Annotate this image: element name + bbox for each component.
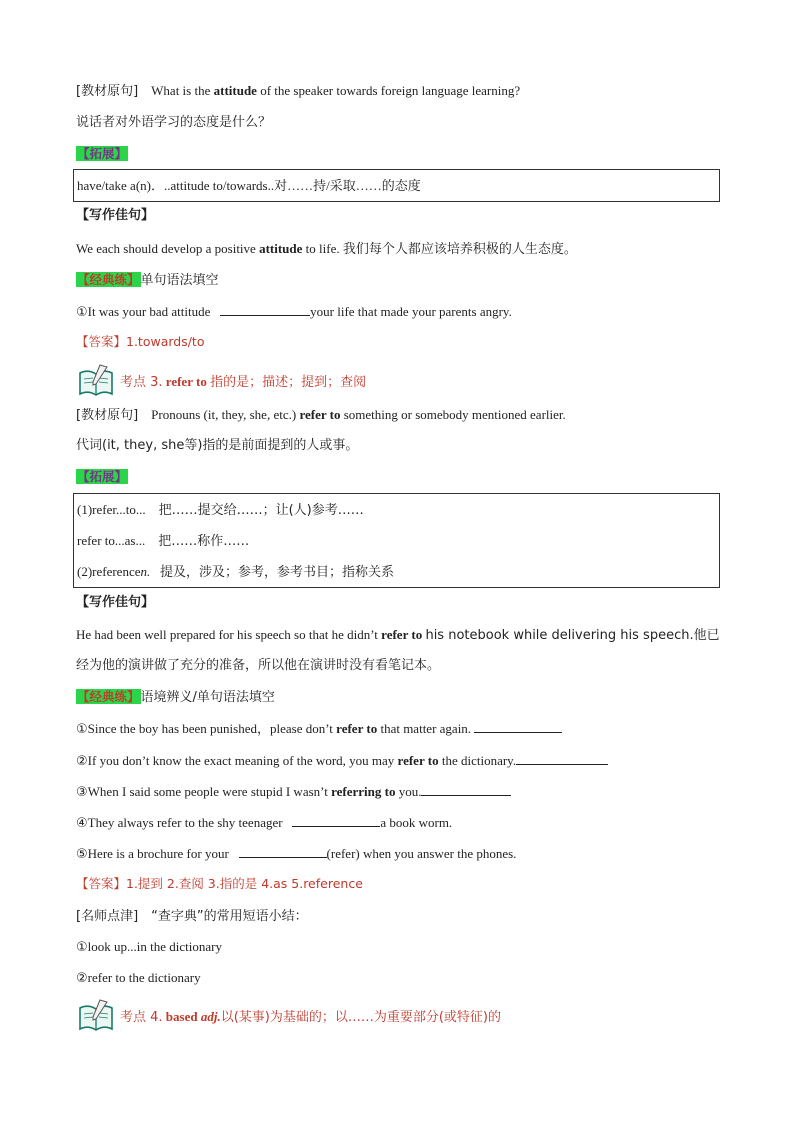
expand-tag-2: 【拓展】 [77, 469, 128, 484]
answer-blank[interactable] [292, 813, 380, 827]
answer-blank[interactable] [516, 751, 608, 765]
writing-heading-1: 【写作佳句】 [76, 208, 155, 223]
writing-sentence-2-cont: 经为他的演讲做了充分的准备，所以他在演讲时没有看笔记本。 [76, 658, 441, 673]
notebook-pencil-icon [76, 363, 116, 397]
practice-heading-2: 【经典练】语境辨义/单句语法填空 [77, 689, 275, 705]
question-2-3: ③When I said some people were stupid I wasn’t referring to you. [76, 782, 511, 802]
answer-blank[interactable] [421, 782, 511, 796]
key-point-3 [76, 363, 366, 397]
notebook-pencil-icon [76, 998, 116, 1032]
expand-box-2-line-2: refer to...as... 把……称作…… [77, 533, 250, 549]
expand-box-1-text: have/take a(n)．..attitude to/towards..对……持/采取……的态度 [77, 178, 421, 193]
tips-item-2: ②refer to the dictionary [76, 970, 201, 986]
writing-heading-2: 【写作佳句】 [76, 595, 155, 610]
answer-1: 【答案】1.towards/to [76, 334, 205, 349]
textbook-sentence-1: [教材原句] What is the attitude of the speaker towards foreign language learning? [76, 83, 521, 99]
practice-heading-1: 【经典练】单句语法填空 [77, 272, 219, 288]
question-2-5: ⑤Here is a brochure for your (refer) when you answer the phones. [76, 846, 517, 862]
textbook-sentence-2: [教材原句] Pronouns (it, they, she, etc.) refer to something or somebody mentioned earlier. [76, 407, 566, 423]
key-point-3-title: 考点 3. refer to 指的是；描述；提到；查阅 [120, 373, 367, 390]
key-point-4-title: 考点 4. based adj.以(某事)为基础的；以……为重要部分(或特征)的 [120, 1008, 502, 1025]
writing-sentence-1: We each should develop a positive attitude to life. 我们每个人都应该培养积极的人生态度。 [76, 241, 577, 257]
answer-2: 【答案】1.提到 2.查阅 3.指的是 4.as 5.reference [76, 876, 363, 891]
expand-box-2 [73, 493, 720, 588]
expand-tag-1: 【拓展】 [77, 146, 128, 161]
answer-blank[interactable] [474, 719, 562, 733]
expand-box-1 [73, 169, 720, 202]
expand-box-2-line-1: (1)refer...to... 把……提交给……；让(人)参考…… [77, 502, 364, 518]
writing-sentence-2: He had been well prepared for his speech so that he didn’t refer to his notebook while delivering his speech.他已 [76, 627, 720, 643]
question-2-2: ②If you don’t know the exact meaning of the word, you may refer to the dictionary. [76, 751, 608, 771]
expand-box-2-line-3: (2)referencen. 提及，涉及；参考，参考书目；指称关系 [77, 564, 395, 580]
key-point-4 [76, 998, 501, 1032]
answer-blank[interactable] [239, 844, 327, 858]
translation-1: 说话者对外语学习的态度是什么？ [76, 115, 272, 130]
question-2-4: ④They always refer to the shy teenager a book worm. [76, 815, 453, 831]
teacher-tips: [名师点津] “查字典”的常用短语小结： [76, 909, 308, 924]
question-1: ①It was your bad attitude your life that made your parents angry. [76, 304, 512, 320]
translation-2: 代词(it, they, she等)指的是前面提到的人或事。 [76, 438, 359, 453]
question-2-1: ①Since the boy has been punished，please don’t refer to that matter again. [76, 719, 562, 739]
answer-blank[interactable] [220, 302, 310, 316]
tips-item-1: ①look up...in the dictionary [76, 939, 222, 955]
